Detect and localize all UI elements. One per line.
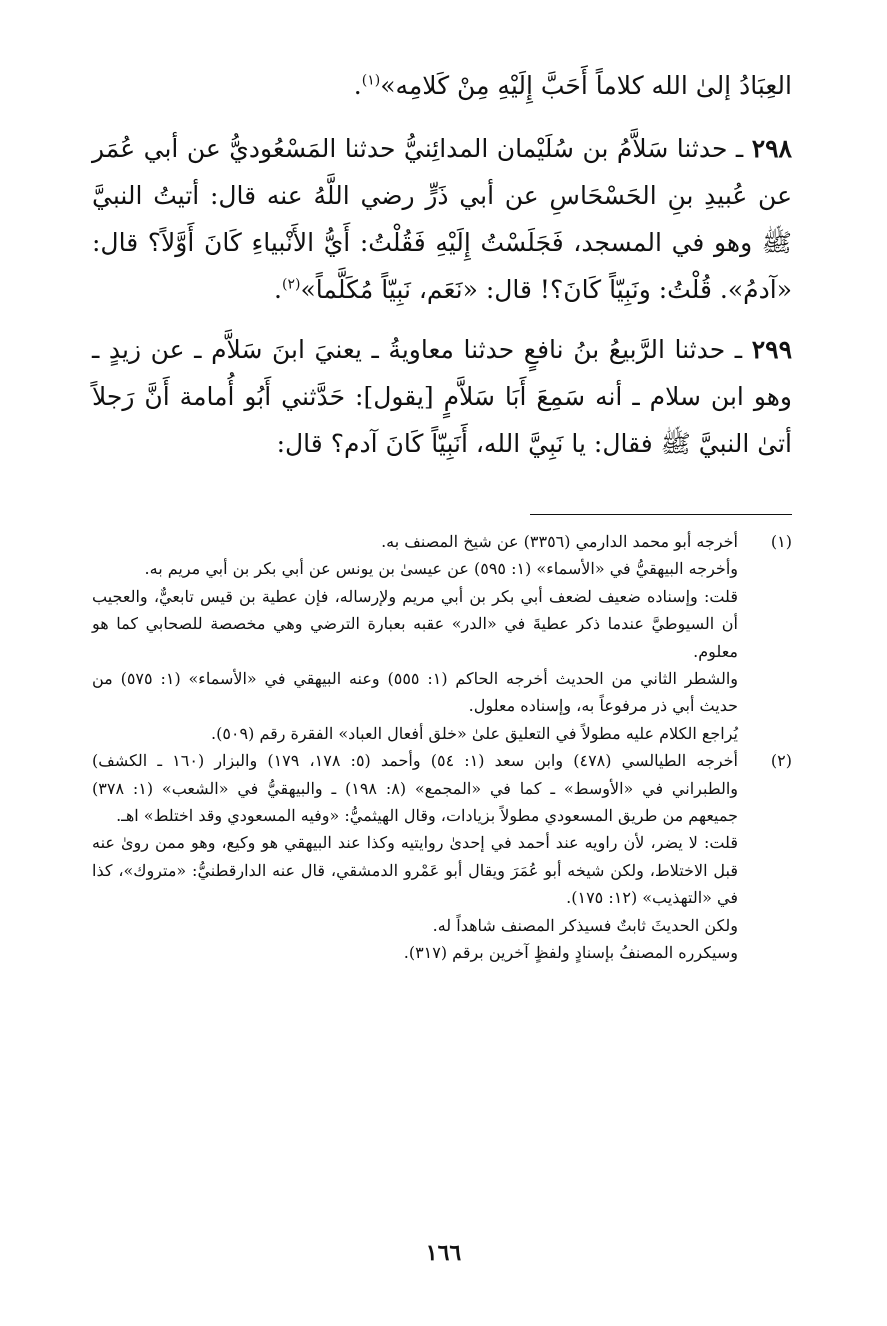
- hadith-number: ٢٩٩: [751, 335, 793, 364]
- footnotes: [92, 528, 792, 967]
- hadith-299: [92, 326, 792, 467]
- footnote-1: [92, 528, 792, 747]
- footnote-paragraph: وأخرجه البيهقيُّ في «الأسماء» (١: ٥٩٥) عن عيسىٰ بن يونس عن أبي بكر بن أبي مريم به.: [144, 559, 738, 579]
- footnote-body: [92, 747, 750, 966]
- footnote-paragraph: والشطر الثاني من الحديث أخرجه الحاكم (١: ٥٥٥) وعنه البيهقي في «الأسماء» (١: ٥٧٥) من حديث أبي ذر مرفوعاً به، وإسناده معلول.: [92, 669, 739, 716]
- footnote-paragraph: وسيكرره المصنفُ بإسنادٍ ولفظٍ آخرين برقم (٣١٧).: [403, 943, 738, 963]
- footnote-paragraph: قلت: لا يضر، لأن راويه عند أحمد في إحدىٰ روايتيه وكذا عند البيهقي هو وكيع، وهو ممن روىٰ عنه قبل الاختلاط، ولكن شيخه أبو عُمَرَ ويقال أبو عَمْرو الدمشقي، قال عنه الدارقطنيُّ: «متروك»، كذا في «التهذيب» (١٢: ١٧٥).: [92, 833, 738, 908]
- footnote-divider: [530, 514, 792, 515]
- footnote-2: [92, 747, 792, 966]
- footnote-paragraph: قلت: وإسناده ضعيف لضعف أبي بكر بن أبي مريم ولإرساله، فإن عطية بن قيس تابعيٌّ، والعجيب أن السيوطيَّ عندما ذكر عطيةَ في «الدر» عقبه بعبارة الترضي وهي مخصصة للصحابي كما هو معلوم.: [92, 586, 739, 661]
- footnote-paragraph: ولكن الحديثَ ثابتٌ فسيذكر المصنف شاهداً له.: [432, 915, 738, 935]
- paragraph-continuation: العِبَادُ إلىٰ الله كلاماً أَحَبَّ إِلَيْهِ مِنْ كَلامِه»$^{(١)}$.: [353, 71, 792, 100]
- main-text: [92, 62, 792, 480]
- hadith-298: ٢٩٨ ـ حدثنا سَلاَّمُ بن سُلَيْمان المدائِنيُّ حدثنا المَسْعُوديُّ عن أبي عُمَر عن عُبيدِ بنِ الحَسْحَاسِ عن أبي ذَرٍّ رضي اللَّهُ عنه قال: أتيتُ النبيَّ ﷺ وهو في المسجد، فَجَلَسْتُ إِلَيْهِ فَقُلْتُ: أَيُّ الأَنْبياءِ كَانَ أَوَّلاً؟ قال: «آدمُ». قُلْتُ: ونَبِيّاً كَانَ؟! قال: «نَعَم، نَبِيّاً مُكَلَّماً»$^{(٢)}$.: [92, 134, 792, 304]
- footnote-number: (٢): [770, 751, 792, 771]
- hadith-number: ٢٩٨: [751, 134, 792, 163]
- page-number: ١٦٦: [425, 1240, 462, 1266]
- footnote-paragraph: أخرجه الطيالسي (٤٧٨) وابن سعد (١: ٥٤) وأحمد (٥: ١٧٨، ١٧٩) والبزار (١٦٠ ـ الكشف) والطبراني في «الأوسط» ـ كما في «المجمع» (٨: ١٩٨) ـ والبيهقيُّ في «الشعب» (١: ٣٧٨) جميعهم من طريق المسعودي مطولاً بزيادات، وقال الهيثميُّ: «وفيه المسعودي وقد اختلط» اهـ.: [92, 751, 739, 826]
- footnote-number: (١): [770, 532, 792, 551]
- footnote-paragraph: يُراجع الكلام عليه مطولاً في التعليق علىٰ «خلق أفعال العباد» الفقرة رقم (٥٠٩).: [211, 723, 738, 743]
- footnote-ref-2: (٢): [282, 276, 301, 293]
- footnote-body: [92, 528, 750, 747]
- paragraph-text: العِبَادُ إلىٰ الله كلاماً أَحَبَّ إِلَيْهِ مِنْ كَلامِه»: [380, 71, 792, 100]
- paragraph-text: ـ حدثنا الرَّبيعُ بنُ نافعٍ حدثنا معاويةُ ـ يعنيَ ابنَ سَلاَّم ـ عن زيدٍ ـ وهو ابن سلام ـ أنه سَمِعَ أَبَا سَلاَّمٍ [يقول]: حَدَّثني أَبُو أُمامة أَنَّ رَجلاً أتىٰ النبيَّ ﷺ فقال: يا نَبِيَّ الله، أَنَبِيّاً كَانَ آدم؟ قال:: [92, 335, 792, 458]
- footnote-paragraph: أخرجه أبو محمد الدارمي (٣٣٥٦) عن شيخ المصنف به.: [381, 532, 738, 551]
- footnote-ref-1: (١): [361, 72, 381, 89]
- paragraph-text: ـ حدثنا سَلاَّمُ بن سُلَيْمان المدائِنيُّ حدثنا المَسْعُوديُّ عن أبي عُمَر عن عُبيدِ بنِ الحَسْحَاسِ عن أبي ذَرٍّ رضي اللَّهُ عنه قال: أتيتُ النبيَّ ﷺ وهو في المسجد، فَجَلَسْتُ إِلَيْهِ فَقُلْتُ: أَيُّ الأَنْبياءِ كَانَ أَوَّلاً؟ قال: «آدمُ». قُلْتُ: ونَبِيّاً كَانَ؟! قال: «نَعَم، نَبِيّاً مُكَلَّماً»: [92, 134, 792, 304]
